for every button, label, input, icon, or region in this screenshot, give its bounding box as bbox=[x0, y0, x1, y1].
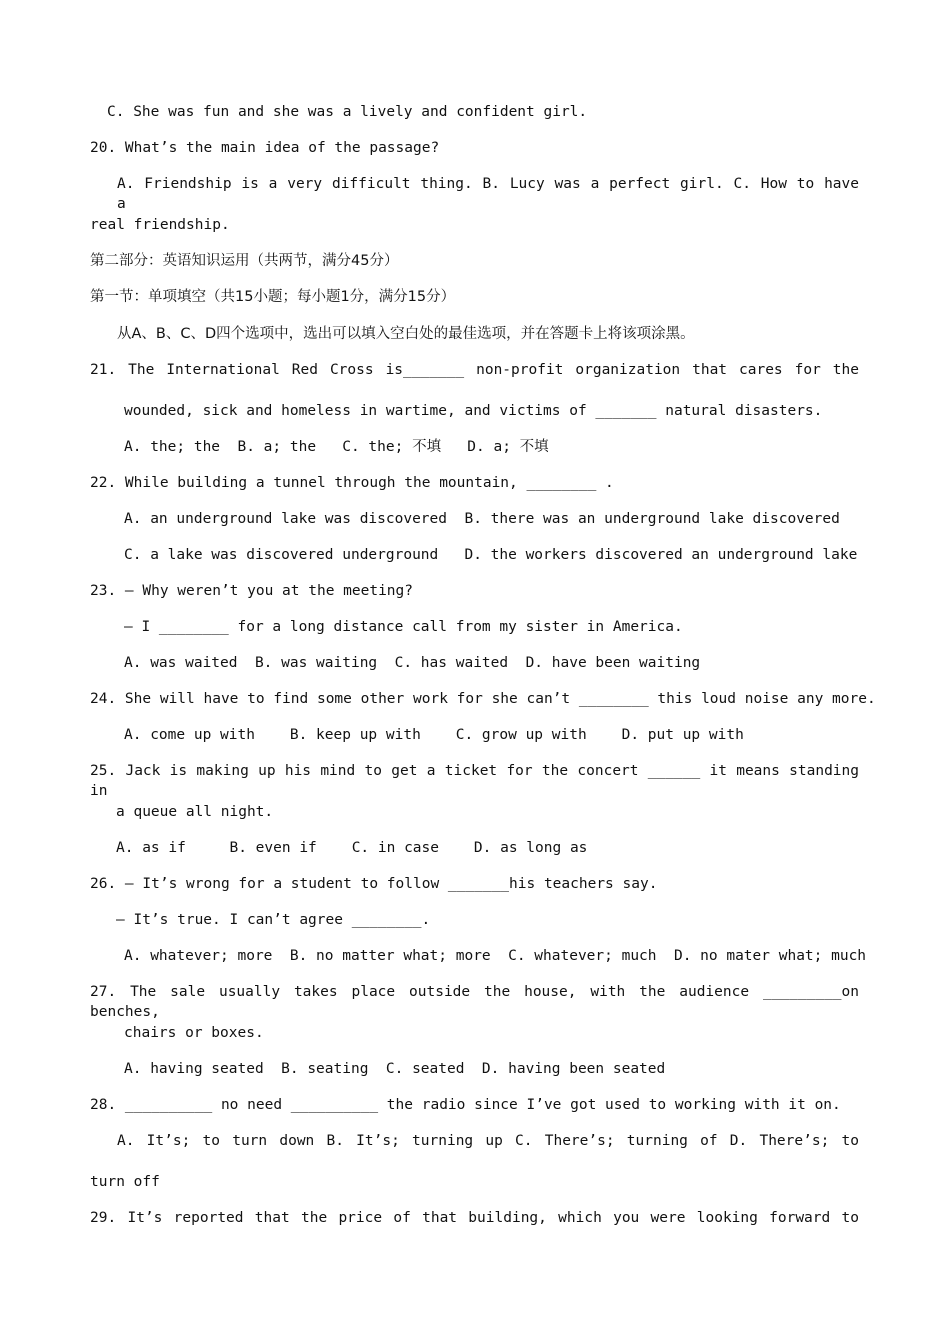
q23-options: A. was waited B. was waiting C. has waited D. have been waiting bbox=[124, 655, 701, 671]
q20-options-cont: real friendship. bbox=[90, 217, 230, 233]
q24-options: A. come up with B. keep up with C. grow up with D. put up with bbox=[124, 727, 744, 743]
section-one-heading: 第一节：单项填空（共15小题；每小题1分，满分15分） bbox=[90, 289, 456, 305]
q26-stem: 26. — It’s wrong for a student to follow _______his teachers say. bbox=[90, 876, 658, 892]
q25-stem-cont: a queue all night. bbox=[116, 804, 274, 820]
q20-stem: 20. What’s the main idea of the passage? bbox=[90, 140, 440, 156]
q20-options: A. Friendship is a very difficult thing. B. Lucy was a perfect girl. C. How to have a bbox=[117, 176, 859, 212]
q27-stem: 27. The sale usually takes place outside the house, with the audience _________on benches, bbox=[90, 984, 859, 1020]
q28-options-cont: turn off bbox=[90, 1174, 160, 1190]
section-instructions: 从A、B、C、D四个选项中，选出可以填入空白处的最佳选项，并在答题卡上将该项涂黑。 bbox=[117, 326, 695, 342]
q21-stem: 21. The International Red Cross is_______ non-profit organization that cares for the bbox=[90, 362, 859, 378]
q23-reply: — I ________ for a long distance call from my sister in America. bbox=[124, 619, 683, 635]
q19-option-c: C. She was fun and she was a lively and confident girl. bbox=[107, 104, 588, 120]
q28-options: A. It’s; to turn down B. It’s; turning up C. There’s; turning of D. There’s; to bbox=[117, 1133, 859, 1149]
q27-options: A. having seated B. seating C. seated D. having been seated bbox=[124, 1061, 666, 1077]
q21-options: A. the; the B. a; the C. the; 不填 D. a; 不填 bbox=[124, 439, 549, 455]
q21-stem-cont: wounded, sick and homeless in wartime, and victims of _______ natural disasters. bbox=[124, 403, 823, 419]
q25-options: A. as if B. even if C. in case D. as long as bbox=[116, 840, 588, 856]
q24-stem: 24. She will have to find some other work for she can’t ________ this loud noise any more. bbox=[90, 691, 876, 707]
q23-stem: 23. — Why weren’t you at the meeting? bbox=[90, 583, 414, 599]
q27-stem-cont: chairs or boxes. bbox=[124, 1025, 264, 1041]
q22-options-cd: C. a lake was discovered underground D. the workers discovered an underground lake bbox=[124, 547, 858, 563]
q29-stem: 29. It’s reported that the price of that building, which you were looking forward to bbox=[90, 1210, 859, 1226]
q25-stem: 25. Jack is making up his mind to get a ticket for the concert ______ it means standing in bbox=[90, 763, 859, 799]
part-two-heading: 第二部分：英语知识运用（共两节，满分45分） bbox=[90, 253, 399, 269]
q22-stem: 22. While building a tunnel through the mountain, ________ . bbox=[90, 475, 614, 491]
q26-options: A. whatever; more B. no matter what; more C. whatever; much D. no mater what; much bbox=[124, 948, 867, 964]
q26-reply: — It’s true. I can’t agree ________. bbox=[116, 912, 431, 928]
q28-stem: 28. __________ no need __________ the radio since I’ve got used to working with it on. bbox=[90, 1097, 841, 1113]
q22-options-ab: A. an underground lake was discovered B. there was an underground lake discovered bbox=[124, 511, 840, 527]
